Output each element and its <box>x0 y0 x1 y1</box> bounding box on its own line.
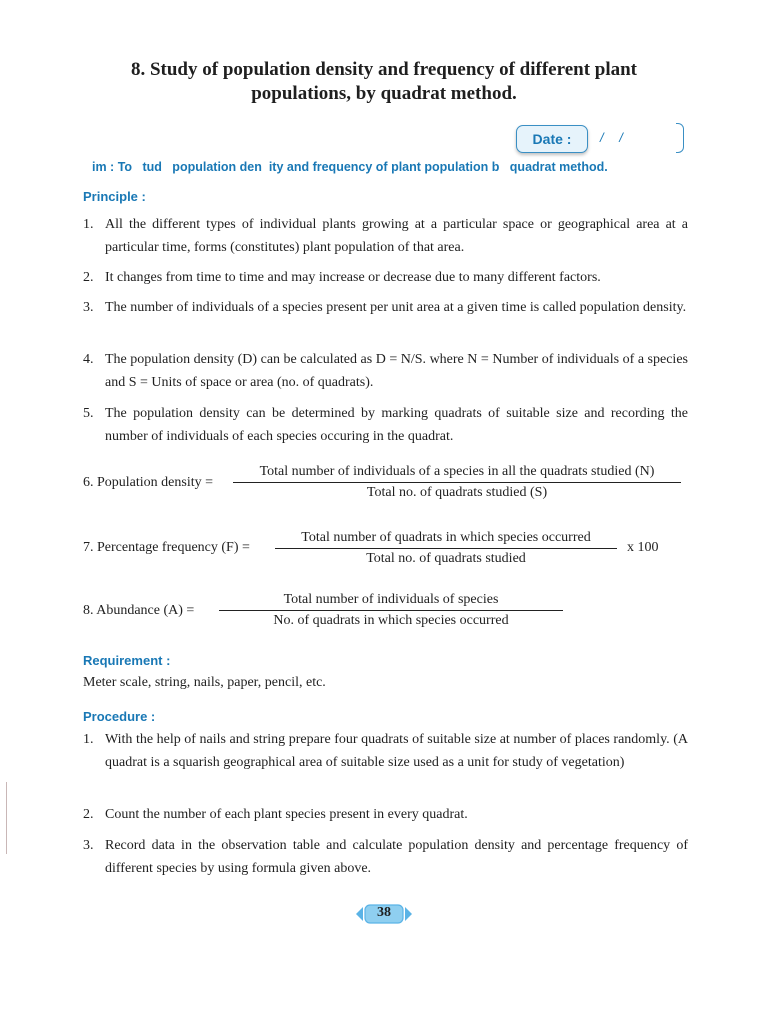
procedure-heading: Procedure : <box>83 709 156 724</box>
date-label-box: Date : <box>516 125 588 153</box>
item-number: 1. <box>83 217 94 232</box>
procedure-item-3 <box>83 834 688 880</box>
requirement-text: Meter scale, string, nails, paper, pencil, etc. <box>83 675 326 690</box>
item-text: It changes from time to time and may increase or decrease due to many different factors. <box>105 270 601 285</box>
fraction-denominator: Total no. of quadrats studied <box>366 551 526 566</box>
page-title <box>60 58 708 106</box>
aim-text: im : To tud population den ity and frequency of plant population b quadrat method. <box>92 160 608 174</box>
item-number: 2. <box>83 270 94 285</box>
formula-label: 7. Percentage frequency (F) = <box>83 540 250 555</box>
item-number: 3. <box>83 300 94 315</box>
item-number: 4. <box>83 352 94 367</box>
margin-mark <box>6 782 7 854</box>
item-text: The population density (D) can be calculated as D = N/S. where N = Number of individuals of a species and S = Units of space or area (no. of quadrats). <box>105 352 688 390</box>
fraction-numerator: Total number of individuals of species <box>219 592 563 611</box>
item-number: 2. <box>83 807 94 822</box>
fraction-denominator: No. of quadrats in which species occurred <box>273 613 509 628</box>
title-line-2: populations, by quadrat method. <box>251 83 517 104</box>
date-bracket <box>676 123 684 153</box>
fraction <box>233 464 681 501</box>
item-text: Record data in the observation table and calculate population density and percentage frequency of different species by using formula given above. <box>105 838 688 876</box>
item-text: The population density can be determined by marking quadrats of suitable size and recording the number of individuals of each species occuring in the quadrat. <box>105 406 688 444</box>
item-text: With the help of nails and string prepare four quadrats of suitable size at number of places randomly. (A quadrat is a squarish geographical area of suitable size used as a unit for study of vegetation) <box>105 732 688 770</box>
procedure-item-1 <box>83 728 688 774</box>
formula-label: 8. Abundance (A) = <box>83 603 195 618</box>
procedure-item-2 <box>83 803 688 826</box>
item-number: 1. <box>83 732 94 747</box>
principle-heading: Principle : <box>83 189 146 204</box>
formula-label: 6. Population density = <box>83 475 214 490</box>
item-number: 5. <box>83 406 94 421</box>
date-slashes: / / <box>600 130 629 145</box>
page-number: 38 <box>377 905 391 920</box>
principle-item-2 <box>83 266 688 289</box>
title-line-1: 8. Study of population density and frequency of different plant <box>130 59 638 80</box>
formula-suffix: x 100 <box>627 540 659 555</box>
fraction <box>275 530 617 567</box>
requirement-heading: Requirement : <box>83 653 171 668</box>
principle-item-5 <box>83 402 688 448</box>
item-number: 3. <box>83 838 94 853</box>
fraction-numerator: Total number of quadrats in which species occurred <box>275 530 617 549</box>
fraction-denominator: Total no. of quadrats studied (S) <box>366 485 548 500</box>
item-text: The number of individuals of a species present per unit area at a given time is called population density. <box>105 300 687 315</box>
principle-item-3 <box>83 296 688 319</box>
item-text: Count the number of each plant species present in every quadrat. <box>105 807 468 822</box>
fraction-numerator: Total number of individuals of a species in all the quadrats studied (N) <box>233 464 681 483</box>
principle-item-4 <box>83 348 688 394</box>
item-text: All the different types of individual plants growing at a particular space or geographical area at a particular time, forms (constitutes) plant population of that area. <box>105 217 688 255</box>
fraction <box>219 592 563 629</box>
page-number-badge <box>356 904 412 924</box>
principle-item-1 <box>83 213 688 259</box>
